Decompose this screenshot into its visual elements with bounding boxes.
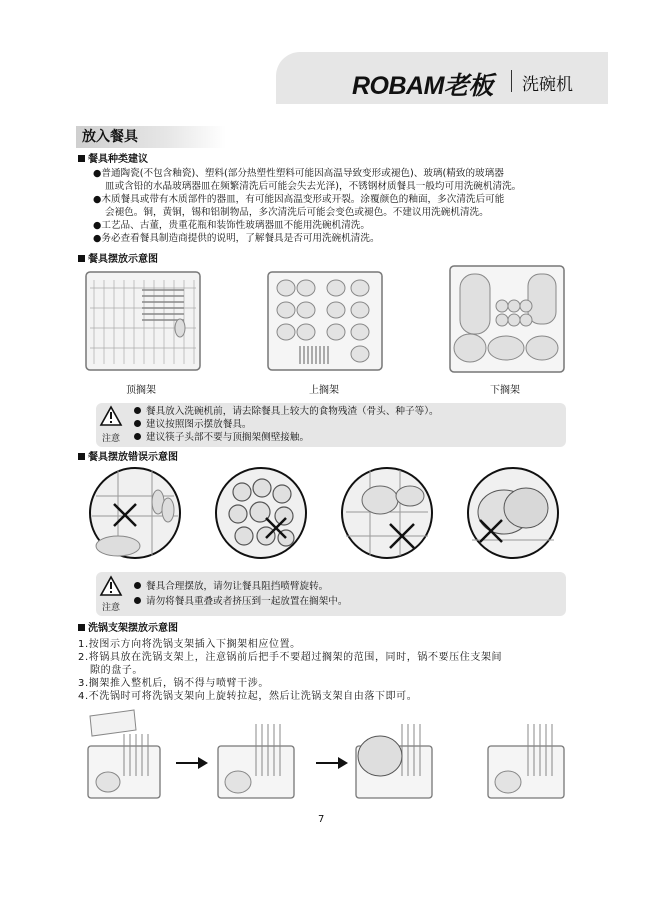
bullet-line: ●木质餐具或带有木质部件的器皿，有可能因高温变形或开裂。涂覆颜色的釉面，多次清洗后可能: [93, 194, 505, 205]
product-name: 洗碗机: [522, 75, 573, 95]
bullet-line: 会褪色。铜，黄铜，锡和铝制物品，多次清洗后可能会变色或褪色。不建议用洗碗机清洗。: [105, 207, 489, 218]
caption-top-rack: 顶搁架: [126, 385, 156, 396]
pot-step-3-illustration: [352, 716, 436, 802]
step-line: 隙的盘子。: [90, 665, 143, 676]
warning-icon: [100, 406, 122, 426]
note-label-1: 注意: [102, 434, 121, 444]
pot-step-2-illustration: [214, 716, 298, 802]
header-divider: [511, 70, 512, 92]
wrong-example-2-illustration: [214, 466, 308, 560]
brand-logo: ROBAM老板: [352, 72, 493, 100]
wrong-example-3-illustration: [340, 466, 434, 560]
note-line: 餐具合理摆放，请勿让餐具阻挡喷臂旋转。: [134, 580, 328, 593]
arrow-icon: [314, 756, 350, 770]
wrong-example-4-illustration: [466, 466, 560, 560]
caption-upper-rack: 上搁架: [309, 385, 339, 396]
top-rack-illustration: [84, 268, 204, 378]
wrong-placement-heading: 餐具摆放错误示意图: [78, 451, 178, 464]
note-line: 建议筷子头部不要与顶搁架侧壁接触。: [134, 431, 309, 444]
arrow-icon: [174, 756, 210, 770]
note-line: 请勿将餐具重叠或者挤压到一起放置在搁架中。: [134, 595, 347, 608]
step-line: 4.不洗锅时可将洗锅支架向上旋转拉起，然后让洗锅支架自由落下即可。: [78, 691, 418, 702]
pot-support-heading: 洗锅支架摆放示意图: [78, 622, 178, 635]
pot-step-4-illustration: [484, 716, 568, 802]
tableware-types-heading: 餐具种类建议: [78, 153, 148, 166]
bullet-line: 皿或含铅的水晶玻璃器皿在频繁清洗后可能会失去光泽)，不锈钢材质餐具一般均可用洗碗机清洗。: [105, 181, 522, 192]
note-box-2: [96, 572, 566, 616]
note-line: 餐具放入洗碗机前，请去除餐具上较大的食物残渣（骨头、种子等）。: [134, 405, 439, 418]
step-line: 1.按图示方向将洗锅支架插入下搁架相应位置。: [78, 639, 301, 650]
section-title: 放入餐具: [76, 126, 226, 148]
wrong-example-1-illustration: [88, 466, 182, 560]
note-label-2: 注意: [102, 603, 121, 613]
upper-rack-illustration: [264, 268, 386, 378]
bullet-line: ●务必查看餐具制造商提供的说明，了解餐具是否可用洗碗机清洗。: [93, 233, 380, 244]
pot-step-1-illustration: [84, 706, 164, 802]
step-line: 2.将锅具放在洗锅支架上，注意锅前后把手不要超过搁架的范围，同时，锅不要压住支架间: [78, 652, 503, 663]
bullet-line: ●普通陶瓷(不包含釉瓷)、塑料(部分热塑性塑料可能因高温导致变形或褪色)、玻璃(精致的玻璃器: [93, 168, 504, 179]
bullet-line: ●工艺品、古董，贵重花瓶和装饰性玻璃器皿不能用洗碗机清洗。: [93, 220, 370, 231]
step-line: 3.搁架推入整机后，锅不得与喷臂干涉。: [78, 678, 269, 689]
warning-icon: [100, 576, 122, 596]
placement-heading: 餐具摆放示意图: [78, 253, 158, 266]
note-line: 建议按照图示摆放餐具。: [134, 418, 252, 431]
page-number: 7: [318, 814, 325, 825]
lower-rack-illustration: [448, 262, 568, 380]
caption-lower-rack: 下搁架: [490, 385, 520, 396]
